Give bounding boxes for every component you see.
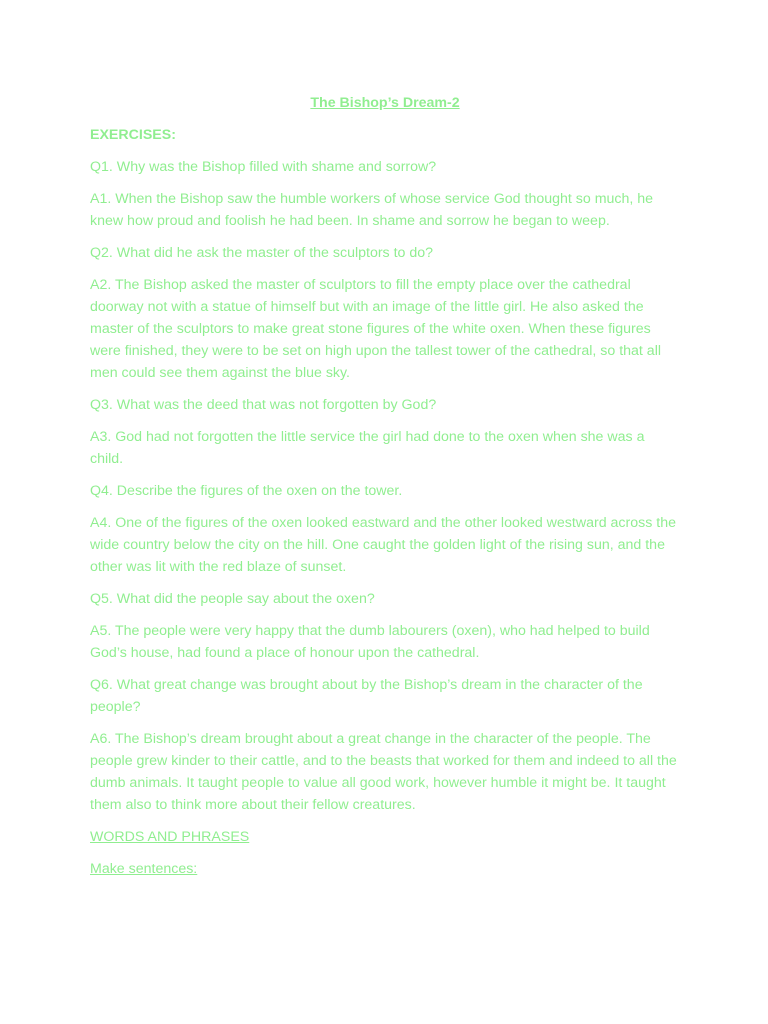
question-5: Q5. What did the people say about the oxen? bbox=[90, 591, 375, 607]
question-2: Q2. What did he ask the master of the sculptors to do? bbox=[90, 245, 434, 261]
answer-5: A5. The people were very happy that the dumb labourers (oxen), who had helped to build God’s house, had found a place of honour upon the cathedral. bbox=[90, 623, 650, 661]
answer-6: A6. The Bishop’s dream brought about a great change in the character of the people. The people grew kinder to their cattle, and to the beasts that worked for them and indeed to all the dumb animals. It taught people to value all good work, however humble it might be. It taught them also to think more about their fellow creatures. bbox=[90, 731, 677, 813]
answer-4: A4. One of the figures of the oxen looked eastward and the other looked westward across the wide country below the city on the hill. One caught the golden light of the rising sun, and the other was lit with the red blaze of sunset. bbox=[90, 515, 676, 575]
make-sentences-heading: Make sentences: bbox=[90, 861, 198, 877]
exercises-heading: EXERCISES: bbox=[90, 127, 176, 143]
document-title: The Bishop’s Dream-2 bbox=[310, 95, 460, 111]
question-3: Q3. What was the deed that was not forgotten by God? bbox=[90, 397, 437, 413]
document-page bbox=[90, 92, 680, 890]
answer-2: A2. The Bishop asked the master of sculptors to fill the empty place over the cathedral doorway not with a statue of himself but with an image of the little girl. He also asked the master of the sculptors to make great stone figures of the white oxen. When these figures were finished, they were to be set on high upon the tallest tower of the cathedral, so that all men could see them against the blue sky. bbox=[90, 277, 661, 381]
answer-1: A1. When the Bishop saw the humble workers of whose service God thought so much, he knew how proud and foolish he had been. In shame and sorrow he began to weep. bbox=[90, 191, 654, 229]
words-and-phrases-heading: WORDS AND PHRASES bbox=[90, 829, 250, 845]
question-1: Q1. Why was the Bishop filled with shame and sorrow? bbox=[90, 159, 437, 175]
answer-3: A3. God had not forgotten the little service the girl had done to the oxen when she was a child. bbox=[90, 429, 645, 467]
question-6: Q6. What great change was brought about by the Bishop’s dream in the character of the people? bbox=[90, 677, 643, 715]
question-4: Q4. Describe the figures of the oxen on the tower. bbox=[90, 483, 403, 499]
